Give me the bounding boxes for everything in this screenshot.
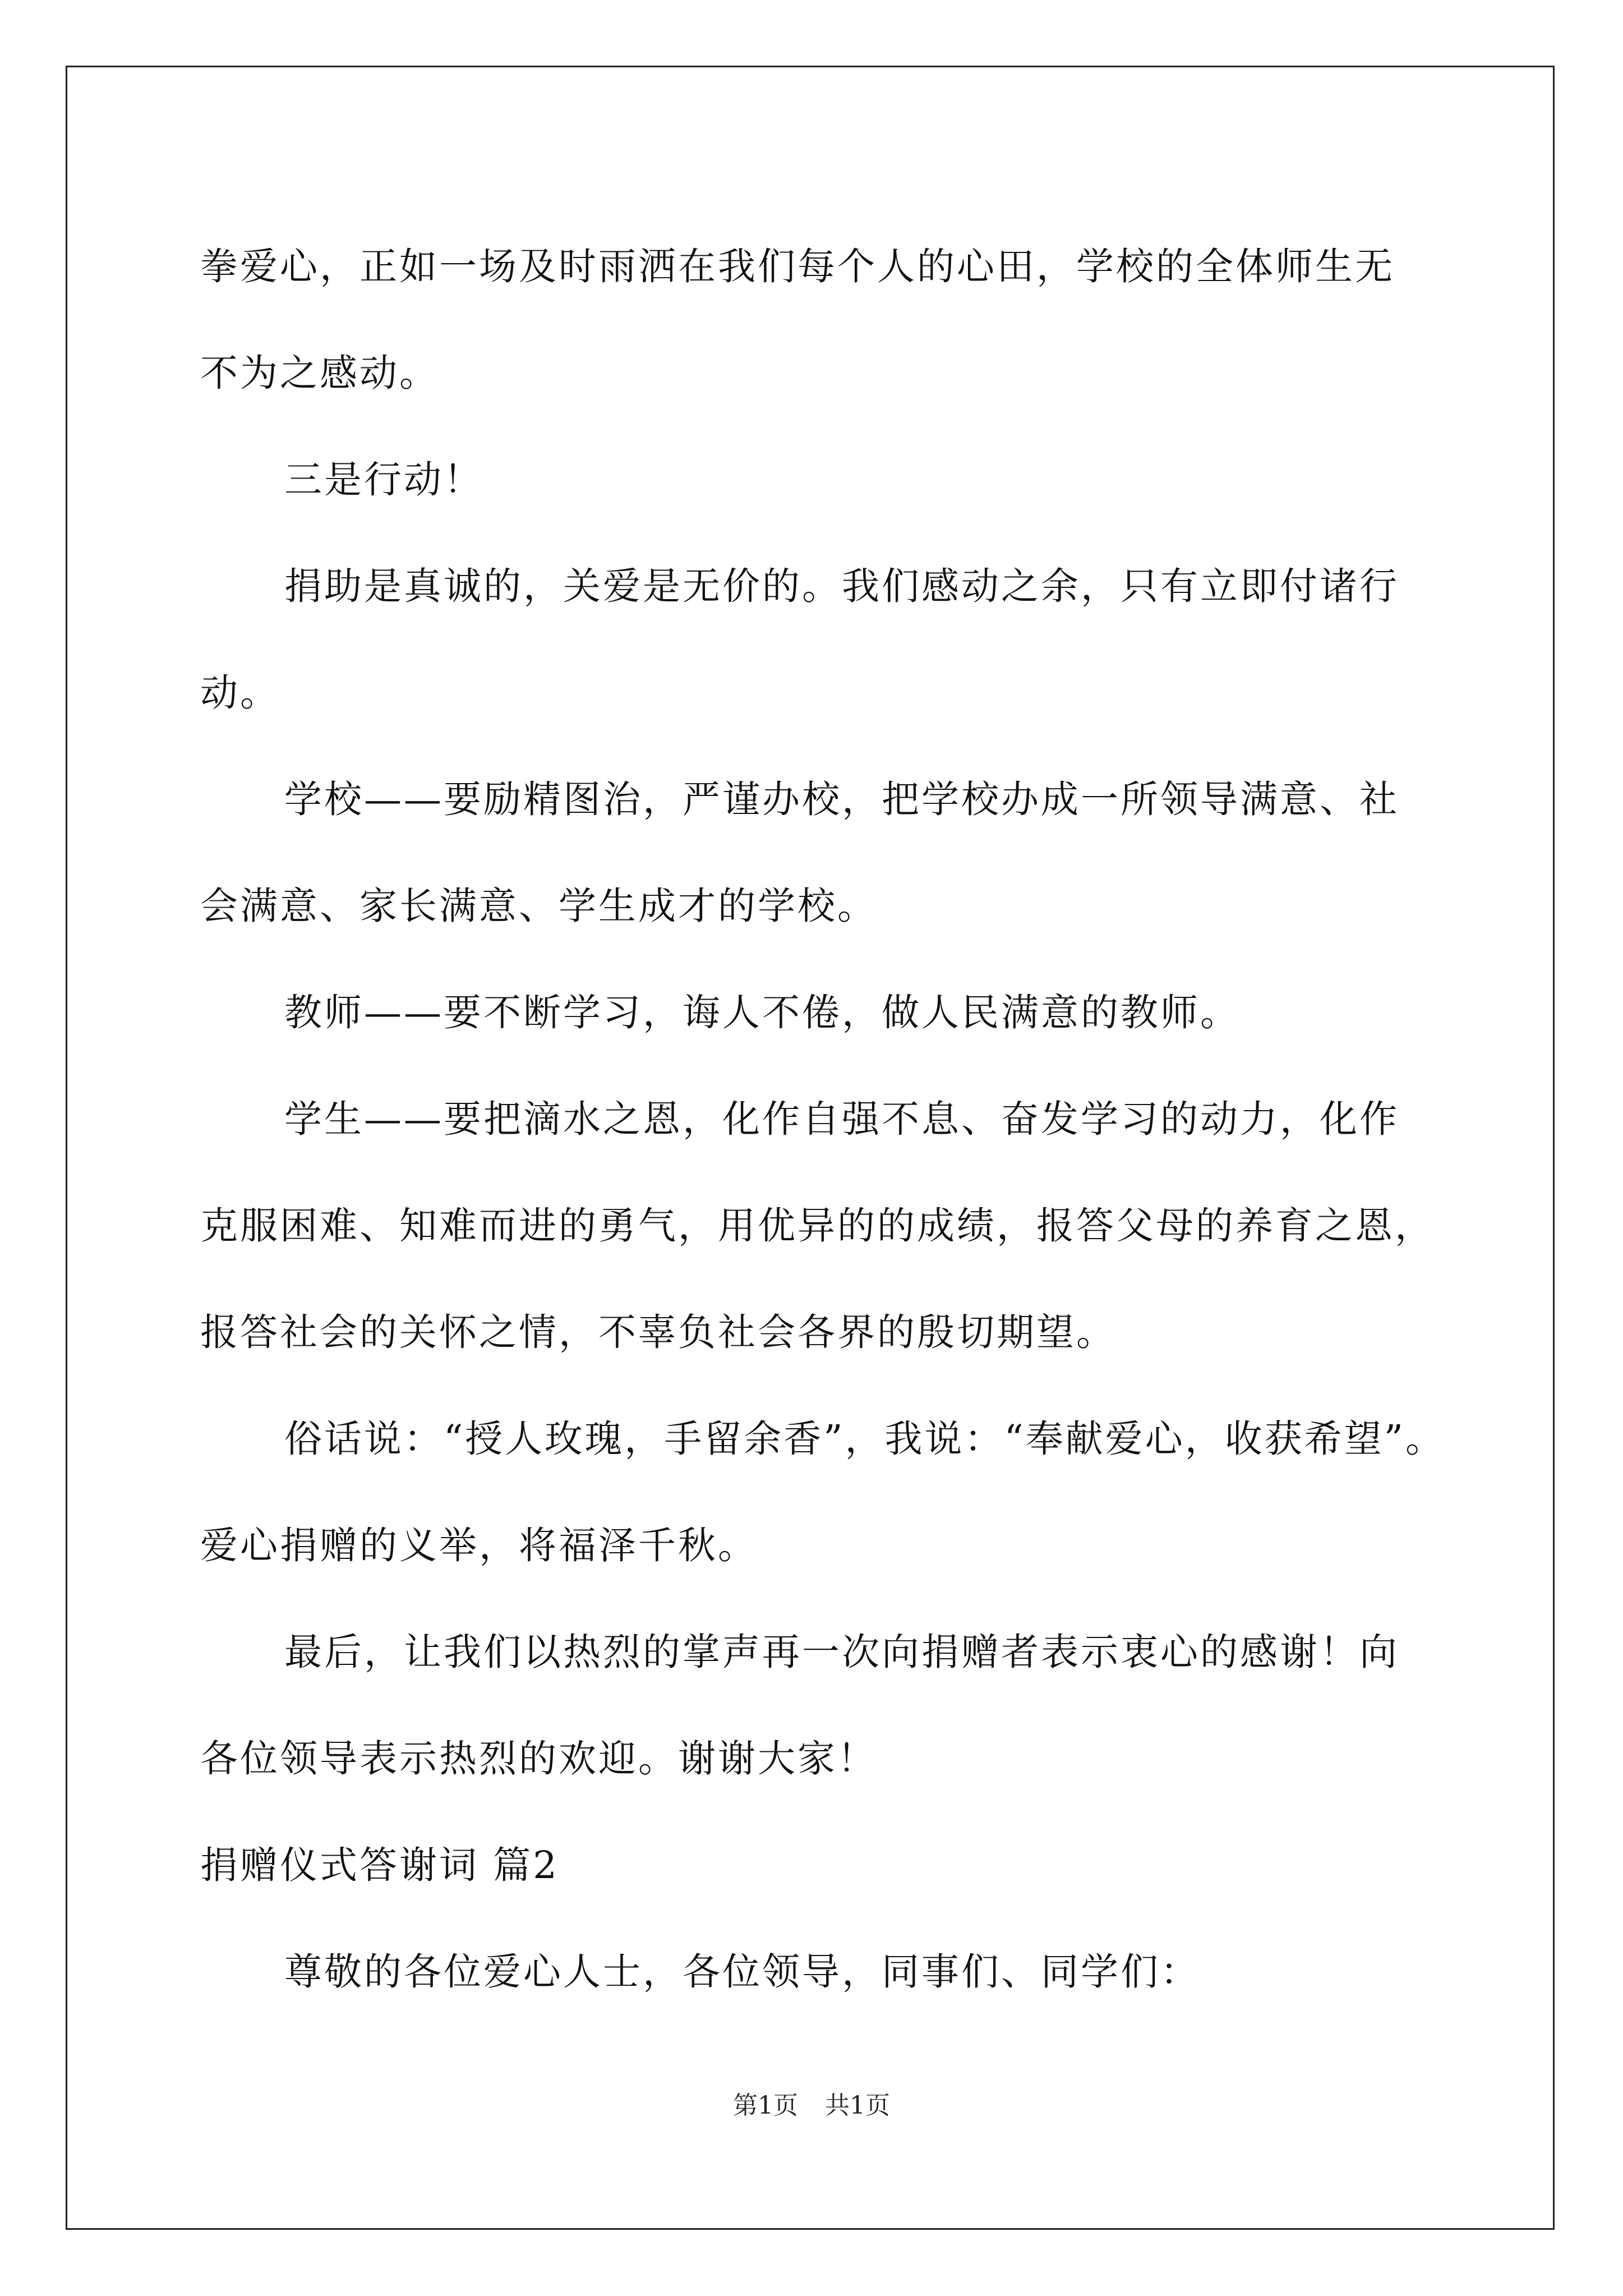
paragraph-line: 三是行动！: [284, 458, 483, 501]
page-total: 共1页: [825, 2091, 890, 2120]
paragraph-line: 俗话说：“授人玫瑰，手留余香”，我说：“奉献爱心，收获希望”。: [284, 1417, 1446, 1461]
paragraph-line: 学校——要励精图治，严谨办校，把学校办成一所领导满意、社: [284, 777, 1399, 821]
paragraph-line: 爱心捐赠的义举，将福泽千秋。: [200, 1524, 758, 1567]
paragraph-line: 教师——要不断学习，诲人不倦，做人民满意的教师。: [284, 991, 1240, 1034]
page-footer: [0, 2085, 1623, 2121]
document-body: [200, 213, 1446, 2025]
paragraph-line: 拳爱心，正如一场及时雨洒在我们每个人的心田，学校的全体师生无: [200, 245, 1395, 288]
paragraph-line: 克服困难、知难而进的勇气，用优异的的成绩，报答父母的养育之恩，: [200, 1204, 1435, 1248]
paragraph-line: 捐助是真诚的，关爱是无价的。我们感动之余，只有立即付诸行: [284, 564, 1399, 608]
paragraph-line: 尊敬的各位爱心人士，各位领导，同事们、同学们：: [284, 1950, 1200, 1994]
paragraph-line: 动。: [200, 671, 280, 715]
paragraph-line: 各位领导表示热烈的欢迎。谢谢大家！: [200, 1737, 877, 1780]
paragraph-line: 报答社会的关怀之情，不辜负社会各界的殷切期望。: [200, 1310, 1116, 1354]
page-number: 第1页: [733, 2091, 798, 2120]
paragraph-line: 最后，让我们以热烈的掌声再一次向捐赠者表示衷心的感谢！向: [284, 1630, 1399, 1674]
paragraph-line: 不为之感动。: [200, 351, 439, 395]
section-heading: 捐赠仪式答谢词 篇2: [200, 1843, 559, 1887]
paragraph-line: 会满意、家长满意、学生成才的学校。: [200, 884, 877, 928]
paragraph-line: 学生——要把滴水之恩，化作自强不息、奋发学习的动力，化作: [284, 1097, 1399, 1141]
